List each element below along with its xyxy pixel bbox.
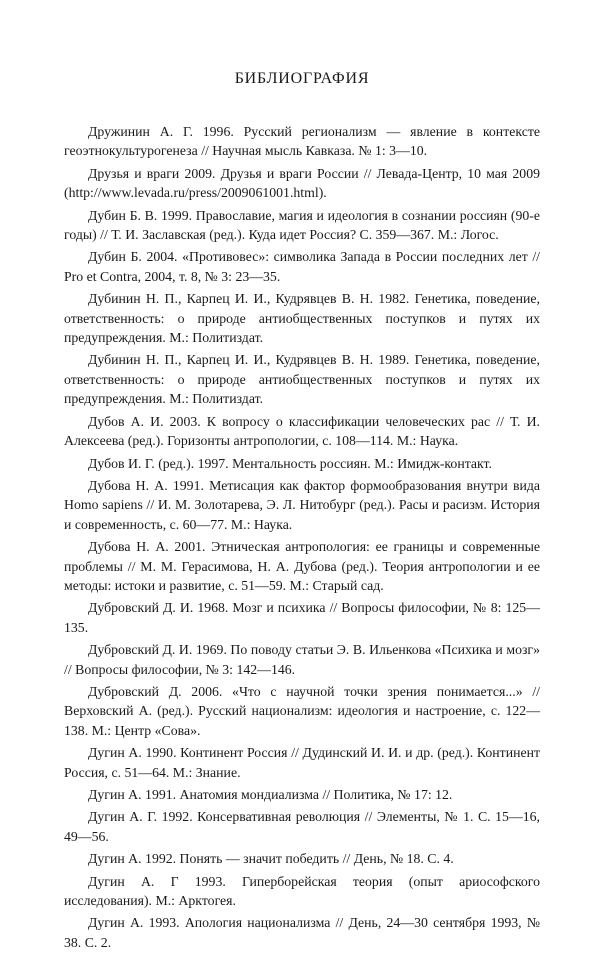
bibliography-entry: Дубровский Д. 2006. «Что с научной точки зрения понимается...» // Верховский А. (ред.). Русский национализм: идеология и настроение, с. 122—138. М.: Центр «Сова».: [64, 683, 540, 738]
bibliography-entry: Дубов А. И. 2003. К вопросу о классификации человеческих рас // Т. И. Алексеева (ред.). Горизонты антропологии, с. 108—114. М.: Наука.: [64, 413, 540, 449]
bibliography-entry: Дружинин А. Г. 1996. Русский регионализм — явление в контексте геоэтнокультурогенеза // Научная мысль Кавказа. № 1: 3—10.: [64, 124, 540, 159]
bibliography-entry: Дубровский Д. И. 1969. По поводу статьи Э. В. Ильенкова «Психика и мозг» // Вопросы философии, № 3: 142—146.: [64, 642, 540, 677]
bibliography-entry: Дугин А. 1990. Континент Россия // Дудинский И. И. и др. (ред.). Континент Россия, с. 51—64. М.: Знание.: [64, 745, 540, 780]
bibliography-entry: Дубова Н. А. 2001. Этническая антропология: ее границы и современные проблемы // М. М. Герасимова, Н. А. Дубова (ред.). Теория антропологии и ее методы: истоки и развитие, с. 51—59. М.: Старый сад.: [64, 539, 540, 593]
bibliography-entry: Друзья и враги 2009. Друзья и враги России // Левада-Центр, 10 мая 2009 (http://www.levada.ru/press/2009061001.html).: [64, 165, 540, 201]
bibliography-list: [64, 122, 540, 952]
bibliography-entry: Дубинин Н. П., Карпец И. И., Кудрявцев В. Н. 1982. Генетика, поведение, ответственность: о природе антиобщественных поступков и путях их предупреждения. М.: Политиздат.: [64, 291, 540, 346]
bibliography-entry: Дубов И. Г. (ред.). 1997. Ментальность россиян. М.: Имидж-контакт.: [88, 455, 493, 471]
bibliography-entry: Дугин А. 1992. Понять — значит победить // День, № 18. С. 4.: [88, 851, 454, 867]
bibliography-entry: Дубова Н. А. 1991. Метисация как фактор формообразования внутри вида Homo sapiens // И. М. Золотарева, Э. Л. Нитобург (ред.). Расы и расизм. История и современность, с. 60—77. М.: Наука.: [64, 477, 540, 532]
bibliography-entry: Дубинин Н. П., Карпец И. И., Кудрявцев В. Н. 1989. Генетика, поведение, ответственность: о природе антиобщественных поступков и путях их предупреждения. М.: Политиздат.: [64, 352, 540, 407]
bibliography-entry: Дубин Б. В. 1999. Православие, магия и идеология в сознании россиян (90-е годы) // Т. И. Заславская (ред.). Куда идет Россия? С. 359—367. М.: Логос.: [64, 207, 540, 243]
page-header: БИБЛИОГРАФИЯ: [234, 70, 370, 87]
bibliography-entry: Дугин А. 1991. Анатомия мондиализма // Политика, № 17: 12.: [88, 787, 453, 802]
bibliography-entry: Дубин Б. 2004. «Противовес»: символика Запада в России последних лет // Pro et Contra, 2004, т. 8, № 3: 23—35.: [64, 249, 540, 284]
bibliography-entry: Дугин А. 1993. Апология национализма // День, 24—30 сентября 1993, № 38. С. 2.: [64, 915, 540, 950]
book-page: [64, 70, 540, 955]
bibliography-entry: Дугин А. Г 1993. Гиперборейская теория (опыт ариософского исследования). М.: Арктогея.: [64, 873, 540, 909]
bibliography-entry: Дубровский Д. И. 1968. Мозг и психика // Вопросы философии, № 8: 125—135.: [64, 600, 540, 635]
bibliography-entry: Дугин А. Г. 1992. Консервативная революция // Элементы, № 1. С. 15—16, 49—56.: [64, 809, 540, 844]
